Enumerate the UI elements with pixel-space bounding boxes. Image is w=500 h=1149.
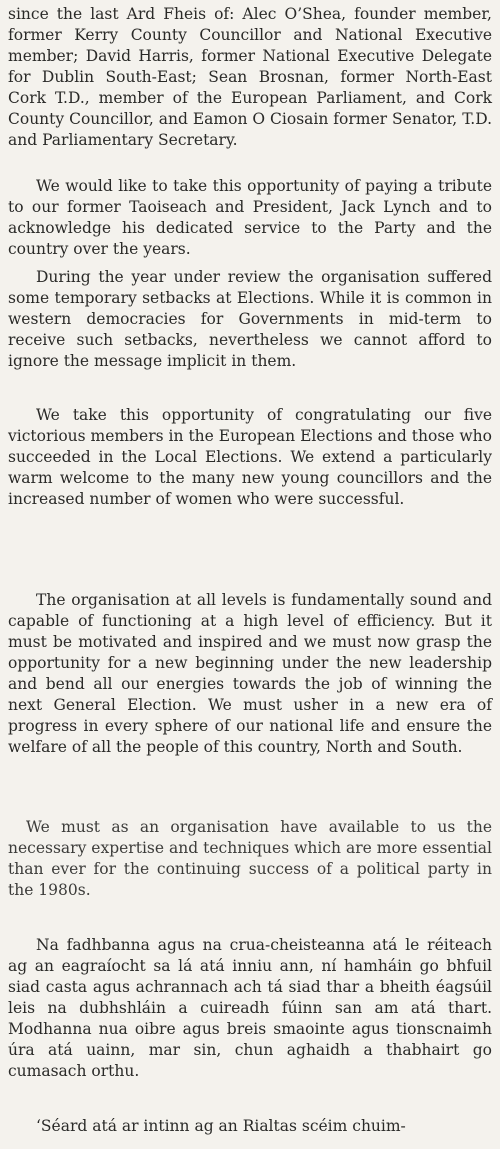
paragraph-organisation-sound: The organisation at all levels is fundamentally sound and capable of functioning at a high level of efficiency. But it must be motivated and inspired and we must now grasp the opportunity for a new beginning under the new leadership and bend all our energies towards the job of winning the next General Election. We must usher in a new era of progress in every sphere of our national life and ensure the welfare of all the people of this country, North and South. xyxy=(8,591,492,756)
paragraph-deceased-members: since the last Ard Fheis of: Alec O’Shea, founder member, former Kerry County Councillor and National Executive member; David Harris, former National Executive Delegate for Dublin South-East; Sean Brosnan, former North-East Cork T.D., member of the European Parliament, and Cork County Councillor, and Eamon O Ciosain former Senator, T.D. and Parliamentary Secretary. xyxy=(8,5,492,149)
paragraph-irish-language: Na fadhbanna agus na crua-cheisteanna atá le réiteach ag an eagraíocht sa lá atá inniu ann, ní hamháin go bhfuil siad casta agus achrannach ach tá siad thar a bheith éagsúil leis na dubhshláin a cuireadh fúinn san am atá thart. Modhanna nua oibre agus breis smaointe agus tionscnaimh úra atá uainn, mar sin, chun aghaidh a thabhairt go cumasach orthu. xyxy=(8,936,492,1080)
paragraph-expertise: We must as an organisation have available to us the necessary expertise and techniques which are more essential than ever for the continuing success of a political party in the 1980s. xyxy=(8,818,492,899)
paragraph-congratulations: We take this opportunity of congratulating our five victorious members in the European Elections and those who succeeded in the Local Elections. We extend a particularly warm welcome to the many new young councillors and the increased number of women who were successful. xyxy=(8,406,492,508)
paragraph-irish-continued: ‘Séard atá ar intinn ag an Rialtas scéim chuim- xyxy=(36,1117,406,1135)
paragraph-election-setbacks: During the year under review the organisation suffered some temporary setbacks at Elections. While it is common in western democracies for Governments in mid-term to receive such setbacks, nevertheless we cannot afford to ignore the message implicit in them. xyxy=(8,268,492,370)
paragraph-tribute-jack-lynch: We would like to take this opportunity of paying a tribute to our former Taoiseach and President, Jack Lynch and to acknowledge his dedicated service to the Party and the country over the years. xyxy=(8,177,492,258)
